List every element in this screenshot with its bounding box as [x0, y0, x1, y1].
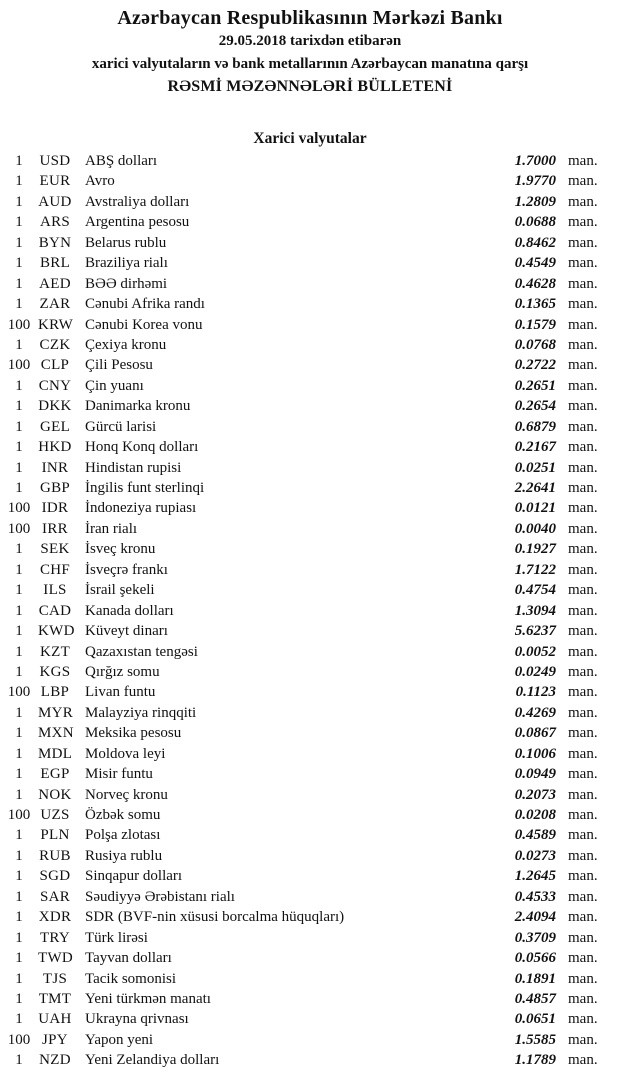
rate-value-cell: 0.1123: [515, 684, 556, 701]
rate-value-cell: 1.9770: [514, 173, 556, 190]
nominal-cell: 1: [15, 582, 23, 599]
currency-name-cell: Türk lirəsi: [85, 929, 148, 946]
unit-label-cell: man.: [568, 929, 598, 946]
currency-name-cell: Meksika pesosu: [85, 725, 182, 742]
rate-value-cell: 0.0251: [514, 459, 556, 476]
rate-value-cell: 1.5585: [514, 1031, 556, 1048]
nominal-cell: 1: [15, 480, 23, 496]
currency-code-cell: ZAR: [39, 296, 71, 313]
unit-label-cell: man.: [568, 950, 598, 967]
currency-code-cell: TWD: [38, 950, 74, 967]
unit-label-cell: man.: [568, 193, 598, 210]
nominal-cell: 100: [7, 807, 31, 823]
unit-label-cell: man.: [568, 357, 598, 374]
unit-label-cell: man.: [568, 1011, 598, 1028]
currency-code-cell: IDR: [41, 500, 69, 517]
currency-name-cell: SDR (BVF-nin xüsusi borcalma hüquqları): [85, 909, 345, 926]
unit-label-cell: man.: [568, 275, 598, 292]
nominal-cell: 1: [15, 1052, 23, 1069]
currency-code-cell: GEL: [39, 418, 71, 435]
nominal-cell: 100: [7, 684, 31, 701]
table-row: [0, 928, 620, 948]
currency-code-cell: USD: [39, 153, 71, 169]
unit-label-cell: man.: [568, 520, 598, 537]
unit-label-cell: man.: [568, 725, 598, 742]
currency-name-cell: Gürcü larisi: [85, 418, 157, 435]
rate-value-cell: 0.4589: [514, 827, 556, 844]
nominal-cell: 1: [15, 643, 23, 660]
nominal-cell: 1: [15, 827, 23, 844]
unit-label-cell: man.: [568, 480, 598, 496]
table-row: [0, 233, 620, 253]
currency-code-cell: UAH: [38, 1011, 72, 1028]
currency-name-cell: Rusiya rublu: [85, 847, 163, 864]
rate-value-cell: 0.4533: [514, 888, 556, 905]
rate-value-cell: 1.1789: [514, 1052, 556, 1069]
currency-code-cell: ARS: [39, 214, 71, 231]
unit-label-cell: man.: [568, 582, 598, 599]
rate-value-cell: 0.4269: [514, 704, 556, 721]
section-title-foreign-currencies: Xarici valyutalar: [253, 130, 367, 147]
nominal-cell: 1: [15, 377, 23, 394]
unit-label-cell: man.: [568, 398, 598, 415]
table-row: [0, 519, 620, 539]
currency-name-cell: Cənubi Korea vonu: [85, 316, 203, 333]
unit-label-cell: man.: [568, 909, 598, 926]
unit-label-cell: man.: [568, 847, 598, 864]
nominal-cell: 1: [15, 725, 23, 742]
rate-value-cell: 0.8462: [514, 234, 556, 251]
currency-code-cell: MDL: [38, 745, 73, 762]
table-row: [0, 580, 620, 600]
currency-code-cell: CNY: [38, 377, 72, 394]
table-row: [0, 621, 620, 641]
table-row: [0, 171, 620, 191]
currency-name-cell: İndoneziya rupiası: [85, 500, 197, 517]
table-row: [0, 948, 620, 968]
unit-label-cell: man.: [568, 684, 598, 701]
nominal-cell: 1: [15, 418, 23, 435]
currency-code-cell: KRW: [38, 316, 74, 333]
rate-value-cell: 0.3709: [514, 929, 556, 946]
rate-value-cell: 1.7000: [514, 153, 556, 169]
table-row: [0, 805, 620, 825]
bulletin-name-line: RƏSMİ MƏZƏNNƏLƏRİ BÜLLETENİ: [167, 78, 453, 95]
currency-name-cell: Özbək somu: [85, 807, 161, 823]
currency-code-cell: TRY: [39, 929, 71, 946]
currency-code-cell: SGD: [39, 868, 71, 885]
nominal-cell: 1: [15, 173, 23, 190]
nominal-cell: 1: [15, 929, 23, 946]
rate-value-cell: 0.1006: [514, 745, 556, 762]
unit-label-cell: man.: [568, 663, 598, 680]
rate-value-cell: 0.2651: [514, 377, 556, 394]
unit-label-cell: man.: [568, 234, 598, 251]
table-row: [0, 315, 620, 335]
unit-label-cell: man.: [568, 316, 598, 333]
nominal-cell: 1: [15, 990, 23, 1007]
currency-code-cell: NZD: [39, 1052, 71, 1069]
table-row: [0, 785, 620, 805]
unit-label-cell: man.: [568, 173, 598, 190]
currency-name-cell: İngilis funt sterlinqi: [85, 480, 205, 496]
nominal-cell: 1: [15, 602, 23, 619]
rate-value-cell: 0.0688: [514, 214, 556, 231]
currency-code-cell: DKK: [38, 398, 72, 415]
page-title: Azərbaycan Respublikasının Mərkəzi Bankı: [117, 7, 503, 29]
rate-value-cell: 2.4094: [514, 909, 556, 926]
rate-value-cell: 0.2722: [514, 357, 556, 374]
table-row: [0, 601, 620, 621]
rate-value-cell: 0.2073: [514, 786, 556, 803]
rate-value-cell: 0.0052: [514, 643, 556, 660]
currency-name-cell: İsrail şekeli: [85, 582, 155, 599]
rate-value-cell: 0.2167: [514, 439, 556, 456]
currency-name-cell: Misir funtu: [85, 766, 153, 783]
unit-label-cell: man.: [568, 888, 598, 905]
table-row: [0, 907, 620, 927]
exchange-rates-table: [0, 151, 620, 1071]
unit-label-cell: man.: [568, 623, 598, 640]
rate-value-cell: 0.0249: [514, 663, 556, 680]
nominal-cell: 1: [15, 704, 23, 721]
table-row: [0, 846, 620, 866]
currency-code-cell: AUD: [38, 193, 72, 210]
currency-code-cell: CAD: [38, 602, 72, 619]
unit-label-cell: man.: [568, 990, 598, 1007]
currency-code-cell: RUB: [39, 847, 71, 864]
nominal-cell: 1: [15, 950, 23, 967]
unit-label-cell: man.: [568, 1031, 598, 1048]
currency-code-cell: EUR: [39, 173, 71, 190]
nominal-cell: 1: [15, 398, 23, 415]
effective-date-line: 29.05.2018 tarixdən etibarən: [218, 33, 402, 49]
currency-name-cell: Danimarka kronu: [85, 398, 191, 415]
table-row: [0, 825, 620, 845]
rate-value-cell: 2.2641: [514, 480, 556, 496]
rate-value-cell: 0.1891: [514, 970, 556, 987]
nominal-cell: 1: [15, 663, 23, 680]
nominal-cell: 1: [15, 561, 23, 578]
nominal-cell: 1: [15, 868, 23, 885]
currency-code-cell: TMT: [38, 990, 72, 1007]
table-row: [0, 764, 620, 784]
table-row: [0, 662, 620, 682]
currency-code-cell: CZK: [39, 336, 71, 353]
unit-label-cell: man.: [568, 296, 598, 313]
table-row: [0, 560, 620, 580]
nominal-cell: 1: [15, 193, 23, 210]
currency-name-cell: Sinqapur dolları: [85, 868, 183, 885]
table-row: [0, 274, 620, 294]
unit-label-cell: man.: [568, 439, 598, 456]
unit-label-cell: man.: [568, 868, 598, 885]
unit-label-cell: man.: [568, 459, 598, 476]
currency-name-cell: Qazaxıstan tengəsi: [85, 643, 198, 660]
nominal-cell: 1: [15, 970, 23, 987]
currency-name-cell: Yeni türkmən manatı: [85, 990, 211, 1007]
nominal-cell: 1: [15, 888, 23, 905]
rate-value-cell: 0.0867: [514, 725, 556, 742]
bulletin-header: [0, 0, 620, 98]
rate-value-cell: 0.4628: [514, 275, 556, 292]
currency-code-cell: INR: [41, 459, 69, 476]
rate-value-cell: 1.2809: [514, 193, 556, 210]
currency-name-cell: Honq Konq dolları: [85, 439, 199, 456]
currency-code-cell: HKD: [38, 439, 72, 456]
currency-name-cell: Ukrayna qrivnası: [85, 1011, 189, 1028]
nominal-cell: 1: [15, 847, 23, 864]
currency-name-cell: Avstraliya dolları: [85, 193, 190, 210]
rate-value-cell: 1.2645: [514, 868, 556, 885]
currency-code-cell: SEK: [40, 541, 70, 558]
currency-code-cell: KWD: [38, 623, 75, 640]
currency-code-cell: AED: [39, 275, 71, 292]
currency-name-cell: Malayziya rinqqiti: [85, 704, 197, 721]
table-row: [0, 642, 620, 662]
table-row: [0, 539, 620, 559]
table-row: [0, 212, 620, 232]
currency-code-cell: JPY: [42, 1031, 68, 1048]
unit-label-cell: man.: [568, 807, 598, 823]
rate-value-cell: 0.1927: [514, 541, 556, 558]
currency-name-cell: Tacik somonisi: [85, 970, 177, 987]
table-row: [0, 1050, 620, 1070]
currency-code-cell: KGS: [39, 663, 71, 680]
nominal-cell: 100: [7, 520, 31, 537]
rate-value-cell: 0.0566: [514, 950, 556, 967]
table-row: [0, 744, 620, 764]
currency-code-cell: KZT: [39, 643, 71, 660]
currency-name-cell: İsveç kronu: [85, 541, 156, 558]
nominal-cell: 1: [15, 234, 23, 251]
nominal-cell: 1: [15, 459, 23, 476]
nominal-cell: 100: [7, 357, 31, 374]
currency-name-cell: Braziliya rialı: [85, 255, 168, 272]
unit-label-cell: man.: [568, 827, 598, 844]
table-row: [0, 253, 620, 273]
currency-code-cell: LBP: [40, 684, 70, 701]
currency-code-cell: MXN: [38, 725, 74, 742]
currency-name-cell: Polşa zlotası: [85, 827, 161, 844]
nominal-cell: 1: [15, 909, 23, 926]
unit-label-cell: man.: [568, 970, 598, 987]
table-row: [0, 192, 620, 212]
currency-code-cell: SAR: [39, 888, 71, 905]
rate-value-cell: 0.0040: [514, 520, 556, 537]
rate-value-cell: 0.4754: [514, 582, 556, 599]
unit-label-cell: man.: [568, 786, 598, 803]
currency-code-cell: EGP: [40, 766, 70, 783]
nominal-cell: 1: [15, 541, 23, 558]
rate-value-cell: 1.3094: [514, 602, 556, 619]
rate-value-cell: 0.1579: [514, 316, 556, 333]
nominal-cell: 100: [7, 316, 31, 333]
rate-value-cell: 0.0121: [514, 500, 556, 517]
nominal-cell: 1: [15, 275, 23, 292]
unit-label-cell: man.: [568, 377, 598, 394]
currency-name-cell: Hindistan rupisi: [85, 459, 182, 476]
nominal-cell: 100: [7, 500, 31, 517]
currency-name-cell: İsveçrə frankı: [85, 561, 168, 578]
currency-name-cell: Çin yuanı: [85, 377, 144, 394]
unit-label-cell: man.: [568, 643, 598, 660]
rate-value-cell: 0.6879: [514, 418, 556, 435]
currency-name-cell: Səudiyyə Ərəbistanı rialı: [85, 888, 235, 905]
currency-code-cell: UZS: [40, 807, 70, 823]
rate-value-cell: 5.6237: [514, 623, 556, 640]
unit-label-cell: man.: [568, 766, 598, 783]
table-row: [0, 682, 620, 702]
table-row: [0, 723, 620, 743]
table-row: [0, 703, 620, 723]
currency-name-cell: Livan funtu: [85, 684, 156, 701]
unit-label-cell: man.: [568, 541, 598, 558]
table-row: [0, 989, 620, 1009]
nominal-cell: 1: [15, 214, 23, 231]
currency-name-cell: BƏƏ dirhəmi: [85, 275, 168, 292]
currency-name-cell: Argentina pesosu: [85, 214, 190, 231]
currency-name-cell: Kanada dolları: [85, 602, 174, 619]
table-row: [0, 151, 620, 171]
currency-code-cell: CHF: [39, 561, 71, 578]
table-row: [0, 335, 620, 355]
rate-value-cell: 0.4857: [514, 990, 556, 1007]
currency-name-cell: Norveç kronu: [85, 786, 168, 803]
table-row: [0, 437, 620, 457]
currency-code-cell: TJS: [42, 970, 68, 987]
rate-value-cell: 0.0651: [514, 1011, 556, 1028]
unit-label-cell: man.: [568, 255, 598, 272]
currency-code-cell: CLP: [40, 357, 70, 374]
table-row: [0, 1030, 620, 1050]
table-row: [0, 294, 620, 314]
currency-name-cell: Moldova leyi: [85, 745, 166, 762]
currency-code-cell: XDR: [38, 909, 72, 926]
unit-label-cell: man.: [568, 418, 598, 435]
table-row: [0, 355, 620, 375]
rate-value-cell: 0.0768: [514, 336, 556, 353]
table-row: [0, 1009, 620, 1029]
currency-name-cell: Yeni Zelandiya dolları: [85, 1052, 220, 1069]
currency-name-cell: Cənubi Afrika randı: [85, 296, 205, 313]
currency-name-cell: Küveyt dinarı: [85, 623, 168, 640]
table-row: [0, 887, 620, 907]
rate-value-cell: 0.1365: [514, 296, 556, 313]
currency-name-cell: Avro: [85, 173, 115, 190]
rate-value-cell: 0.2654: [514, 398, 556, 415]
currency-code-cell: BRL: [39, 255, 71, 272]
currency-name-cell: Yapon yeni: [85, 1031, 154, 1048]
unit-label-cell: man.: [568, 500, 598, 517]
rate-value-cell: 0.0949: [514, 766, 556, 783]
currency-name-cell: Çexiya kronu: [85, 336, 167, 353]
rate-value-cell: 0.0208: [514, 807, 556, 823]
currency-code-cell: BYN: [38, 234, 72, 251]
rate-value-cell: 0.0273: [514, 847, 556, 864]
unit-label-cell: man.: [568, 214, 598, 231]
nominal-cell: 1: [15, 766, 23, 783]
nominal-cell: 1: [15, 745, 23, 762]
table-row: [0, 417, 620, 437]
nominal-cell: 1: [15, 336, 23, 353]
nominal-cell: 1: [15, 255, 23, 272]
nominal-cell: 1: [15, 623, 23, 640]
table-row: [0, 866, 620, 886]
table-row: [0, 376, 620, 396]
nominal-cell: 100: [7, 1031, 31, 1048]
table-row: [0, 396, 620, 416]
unit-label-cell: man.: [568, 1052, 598, 1069]
currency-code-cell: MYR: [38, 704, 74, 721]
table-row: [0, 478, 620, 498]
unit-label-cell: man.: [568, 745, 598, 762]
table-row: [0, 498, 620, 518]
bulletin-subtitle: xarici valyutaların və bank metallarının Azərbaycan manatına qarşı: [91, 56, 529, 72]
currency-name-cell: Qırğız somu: [85, 663, 160, 680]
nominal-cell: 1: [15, 786, 23, 803]
nominal-cell: 1: [15, 439, 23, 456]
currency-name-cell: Tayvan dolları: [85, 950, 172, 967]
unit-label-cell: man.: [568, 561, 598, 578]
nominal-cell: 1: [15, 296, 23, 313]
currency-name-cell: ABŞ dolları: [85, 153, 158, 169]
currency-name-cell: Çili Pesosu: [85, 357, 153, 374]
currency-name-cell: Belarus rublu: [85, 234, 167, 251]
rate-value-cell: 1.7122: [514, 561, 556, 578]
nominal-cell: 1: [15, 1011, 23, 1028]
currency-code-cell: NOK: [38, 786, 72, 803]
rate-value-cell: 0.4549: [514, 255, 556, 272]
table-row: [0, 969, 620, 989]
unit-label-cell: man.: [568, 336, 598, 353]
currency-code-cell: GBP: [39, 480, 71, 496]
unit-label-cell: man.: [568, 704, 598, 721]
unit-label-cell: man.: [568, 602, 598, 619]
unit-label-cell: man.: [568, 153, 598, 169]
currency-code-cell: ILS: [43, 582, 67, 599]
currency-code-cell: IRR: [42, 520, 68, 537]
currency-code-cell: PLN: [40, 827, 70, 844]
nominal-cell: 1: [15, 153, 23, 169]
table-row: [0, 458, 620, 478]
currency-name-cell: İran rialı: [85, 520, 138, 537]
